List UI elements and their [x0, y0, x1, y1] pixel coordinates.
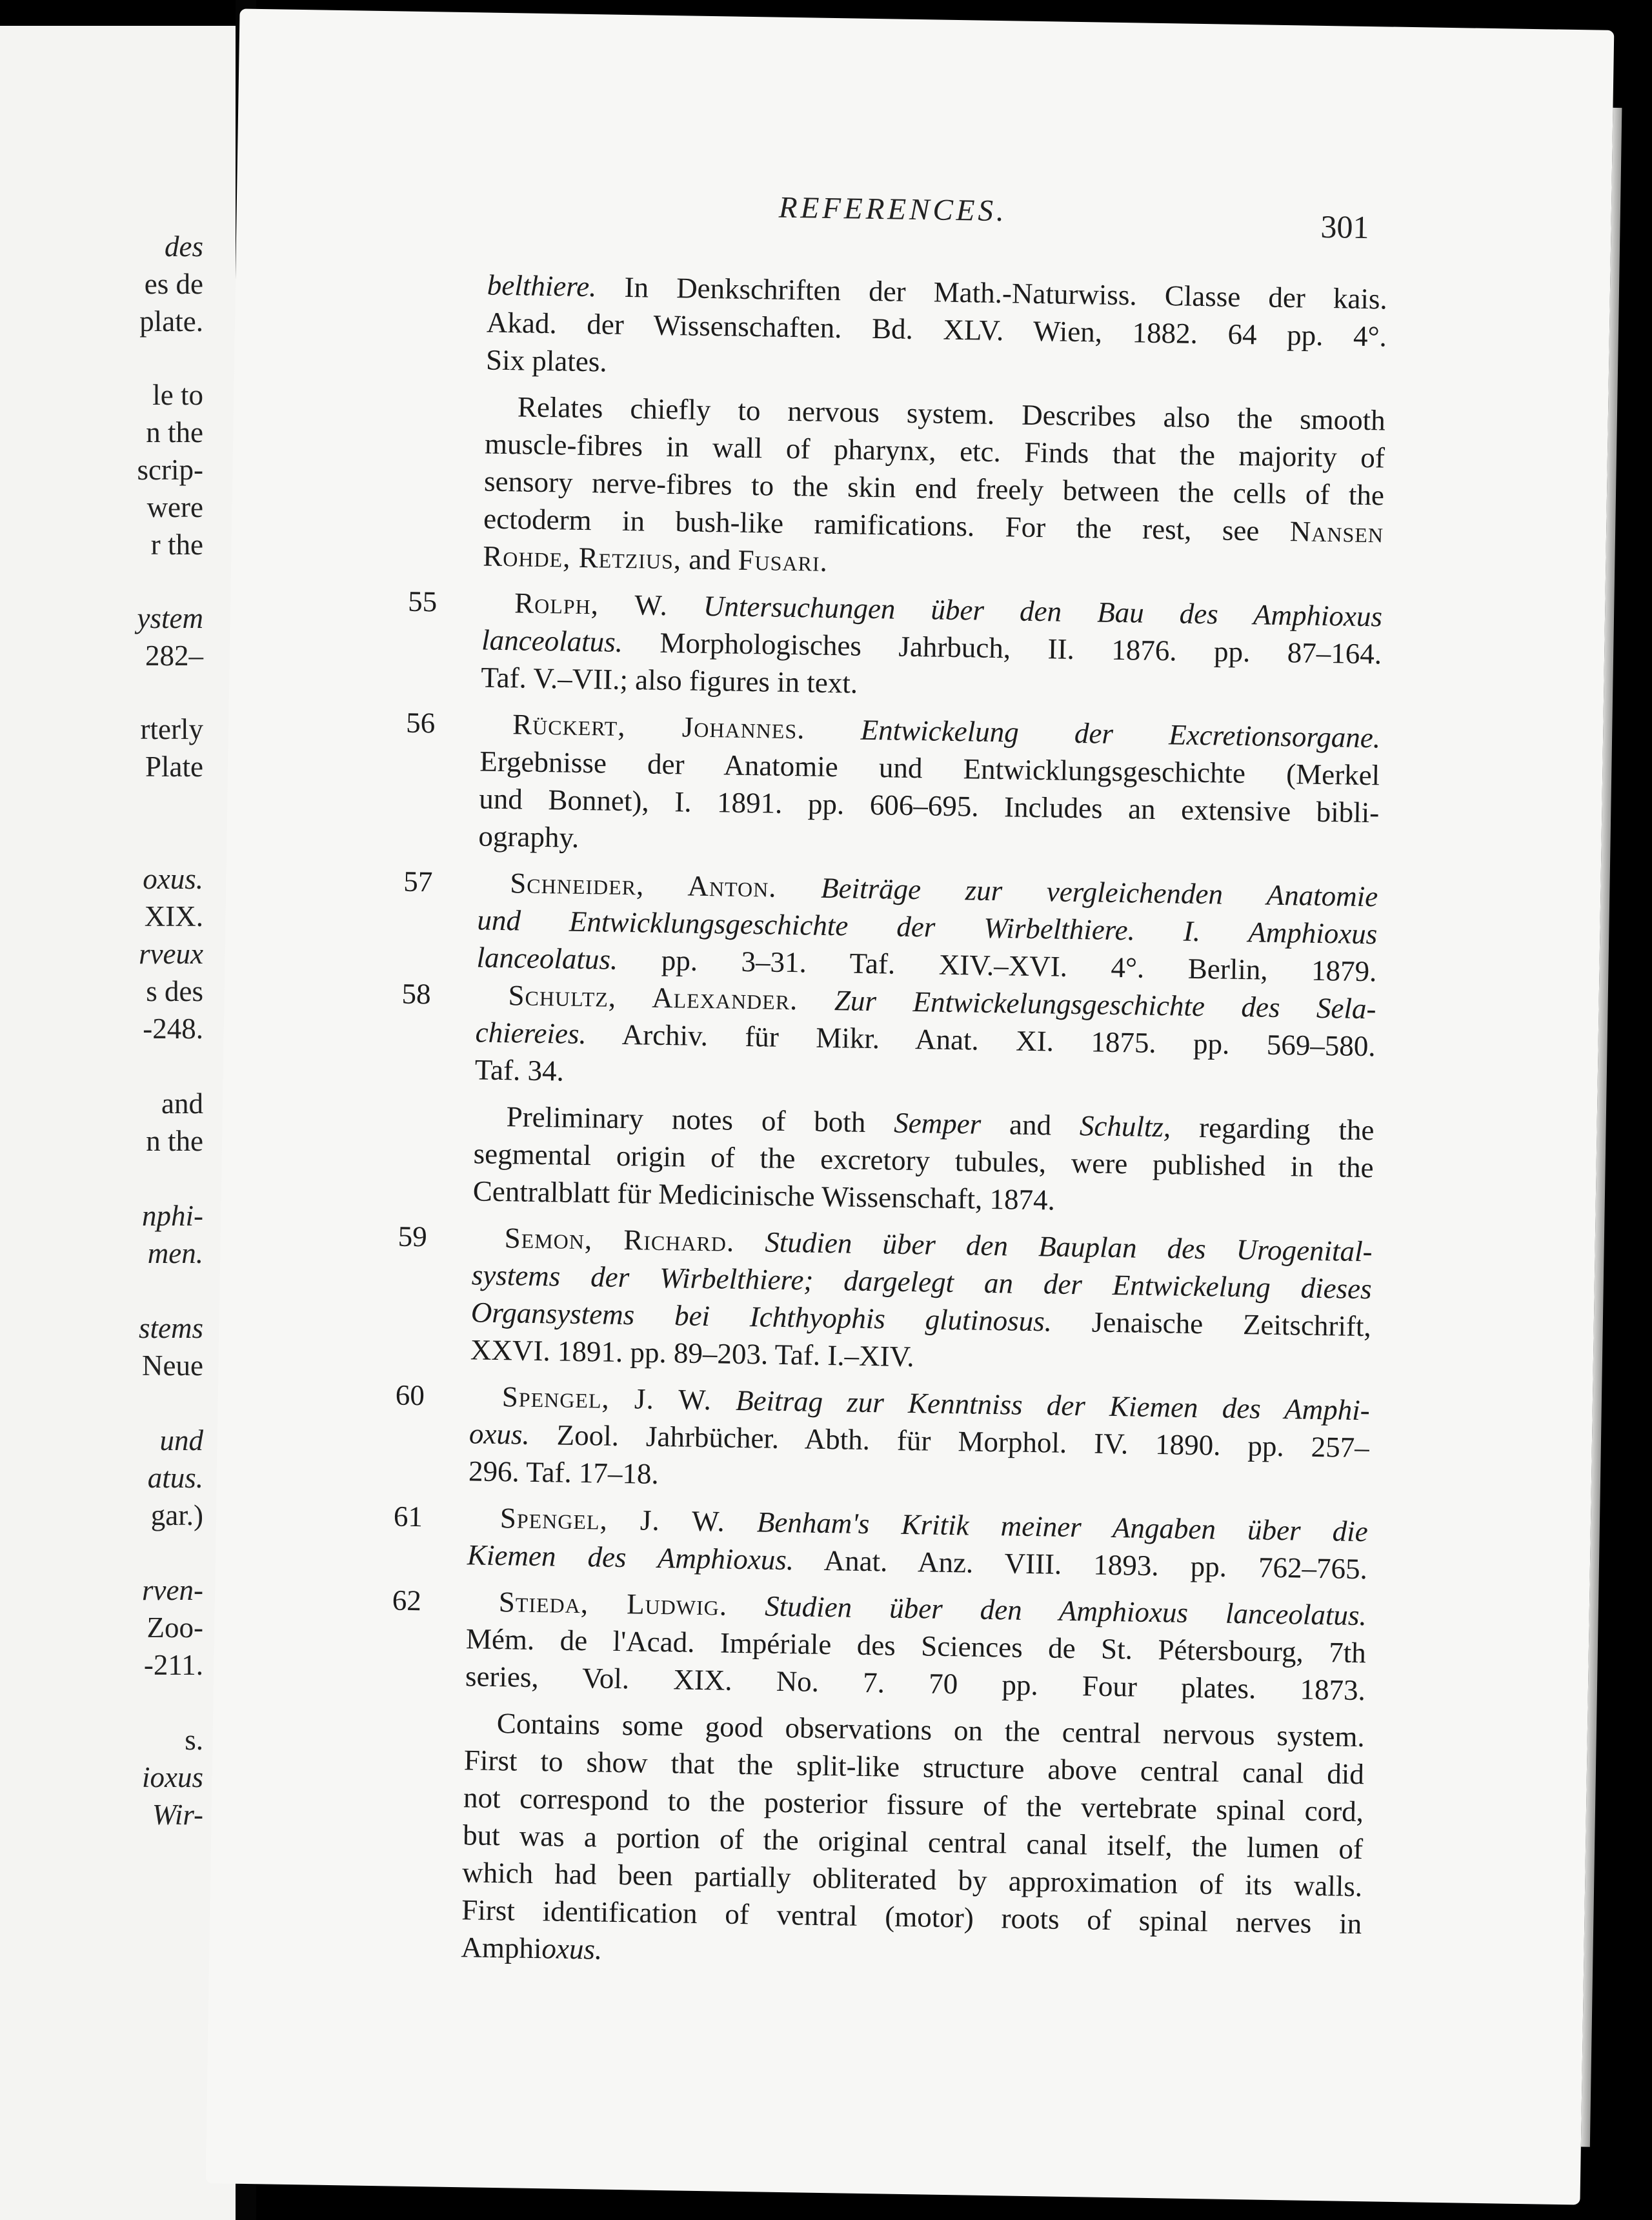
text-line: series, Vol. XIX. No. 7. 70 pp. Four plates. 1873.	[465, 1660, 1366, 1707]
left-page-fragment: and	[161, 1087, 203, 1120]
text-line: segmental origin of the excretory tubules, were published in the	[473, 1137, 1375, 1184]
text-line: ectoderm in bush-like ramifications. For the rest, see Nansen	[483, 502, 1384, 549]
left-page-fragment: men.	[147, 1237, 203, 1269]
text-line: oxus. Zool. Jahrbücher. Abth. für Morphol. IV. 1890. pp. 257–	[468, 1417, 1370, 1464]
left-page-fragment: rterly	[140, 713, 203, 745]
left-page-fragment: n the	[146, 416, 203, 449]
text-line: Spengel, J. W. Beitrag zur Kenntniss der Kiemen des Amphi-	[501, 1380, 1371, 1427]
left-page-fragment: scrip-	[137, 454, 203, 486]
left-page-fragment: were	[146, 491, 203, 523]
text-line: Organsystems bei Ichthyophis glutinosus. Jenaische Zeitschrift,	[470, 1296, 1372, 1343]
left-page-fragment: -248.	[143, 1013, 203, 1045]
text-line: systems der Wirbelthiere; dargelegt an der Entwickelung dieses	[471, 1258, 1373, 1306]
text-line: Schultz, Alexander. Zur Entwickelungsgeschichte des Sela-	[508, 979, 1376, 1025]
left-page-fragment: le to	[152, 379, 203, 411]
left-page-fragment: nphi-	[142, 1200, 203, 1232]
text-line: Mém. de l'Acad. Impériale des Sciences de St. Pétersbourg, 7th	[465, 1622, 1367, 1670]
text-line: Spengel, J. W. Benham's Kritik meiner Angaben über die	[499, 1502, 1369, 1548]
entry-number: 60	[395, 1378, 425, 1412]
text-line: Preliminary notes of both Semper and Schultz, regarding the	[506, 1100, 1375, 1147]
left-page-fragment: s des	[146, 975, 203, 1007]
text-line: belthiere. In Denkschriften der Math.-Naturwiss. Classe der kais.	[487, 268, 1388, 316]
page-edge	[1581, 108, 1622, 2147]
text-line: Akad. der Wissenschaften. Bd. XLV. Wien, 1882. 64 pp. 4°.	[486, 306, 1387, 353]
text-line: Amphioxus.	[461, 1931, 603, 1966]
entry-number: 59	[398, 1220, 428, 1253]
text-line: Six plates.	[485, 343, 607, 378]
left-page-fragment: XIX.	[144, 900, 203, 933]
text-line: Semon, Richard. Studien über den Bauplan des Urogenital-	[504, 1222, 1373, 1268]
left-page-fragment: Neue	[142, 1349, 203, 1382]
text-line: which had been partially obliterated by approximation of its walls.	[461, 1856, 1363, 1903]
text-line: but was a portion of the original central canal itself, the lumen of	[462, 1819, 1364, 1866]
left-page-fragment: plate.	[139, 305, 203, 338]
left-page-fragment: -211.	[143, 1649, 203, 1681]
left-facing-page	[0, 26, 236, 2220]
text-line: not correspond to the posterior fissure of the vertebrate spinal cord,	[463, 1781, 1364, 1828]
left-page-fragment: rven-	[142, 1574, 203, 1606]
text-line: Centralblatt für Medicinische Wissenschaft, 1874.	[472, 1175, 1056, 1216]
text-line: XXVI. 1891. pp. 89–203. Taf. I.–XIV.	[470, 1333, 914, 1373]
left-page-fragment: des	[165, 230, 203, 263]
text-line: Rückert, Johannes. Entwickelung der Excretionsorgane.	[512, 708, 1381, 754]
left-page-fragment: atus.	[147, 1462, 203, 1494]
text-line: muscle-fibres in wall of pharynx, etc. Finds that the majority of	[484, 427, 1385, 474]
text-line: Schneider, Anton. Beiträge zur vergleichenden Anatomie	[509, 867, 1378, 913]
entry-number: 56	[405, 706, 436, 740]
entry-number: 58	[401, 977, 432, 1011]
text-line: lanceolatus. pp. 3–31. Taf. XIV.–XVI. 4°. Berlin, 1879.	[476, 941, 1377, 988]
left-page-fragment: Wir-	[152, 1799, 203, 1831]
text-line: Rolph, W. Untersuchungen über den Bau des Amphioxus	[514, 587, 1383, 633]
left-page-fragment: 282–	[145, 640, 203, 672]
text-line: chiereies. Archiv. für Mikr. Anat. XI. 1875. pp. 569–580.	[475, 1016, 1376, 1063]
entry-number: 61	[393, 1500, 423, 1533]
left-page-fragment: n the	[146, 1125, 203, 1157]
text-line: und Bonnet), I. 1891. pp. 606–695. Includes an extensive bibli-	[479, 782, 1380, 829]
text-line: Taf. V.–VII.; also figures in text.	[480, 661, 858, 700]
text-line: Taf. 34.	[474, 1053, 565, 1087]
text-line: 296. Taf. 17–18.	[468, 1455, 660, 1490]
text-line: ography.	[478, 820, 579, 854]
left-page-fragment: und	[159, 1424, 203, 1457]
text-line: Relates chiefly to nervous system. Describes also the smooth	[517, 390, 1386, 437]
left-page-fragment: Zoo-	[146, 1611, 203, 1644]
entry-number: 55	[407, 585, 438, 618]
running-head: REFERENCES.	[778, 190, 1008, 228]
left-page-fragment: ioxus	[142, 1761, 203, 1793]
text-line: First to show that the split-like structure above central canal did	[463, 1744, 1365, 1791]
left-page-fragment: rveux	[139, 938, 203, 970]
text-line: Stieda, Ludwig. Studien über den Amphioxus lanceolatus.	[498, 1586, 1367, 1632]
right-page	[206, 8, 1615, 2205]
text-line: Ergebnisse der Anatomie und Entwicklungsgeschichte (Merkel	[479, 745, 1380, 792]
left-page-fragment: r the	[150, 529, 203, 561]
left-page-fragment: stems	[139, 1312, 203, 1344]
left-page-fragment: es de	[144, 268, 203, 300]
entry-number: 57	[403, 865, 433, 898]
left-page-fragment: oxus.	[143, 863, 203, 895]
text-line: lanceolatus. Morphologisches Jahrbuch, II. 1876. pp. 87–164.	[481, 623, 1382, 671]
left-page-fragment: s.	[185, 1724, 203, 1756]
entry-number: 62	[392, 1584, 422, 1617]
text-line: Kiemen des Amphioxus. Anat. Anz. VIII. 1893. pp. 762–765.	[467, 1539, 1368, 1586]
page-number: 301	[1320, 208, 1369, 246]
text-line: und Entwicklungsgeschichte der Wirbelthiere. I. Amphioxus	[477, 903, 1378, 951]
text-line: Contains some good observations on the central nervous system.	[496, 1707, 1365, 1753]
text-line: Rohde, Retzius, and Fusari.	[482, 540, 829, 578]
text-line: sensory nerve-fibres to the skin end freely between the cells of the	[483, 465, 1385, 512]
text-line: First identification of ventral (motor) roots of spinal nerves in	[461, 1893, 1362, 1941]
left-page-fragment: ystem	[137, 602, 203, 634]
left-page-fragment: Plate	[145, 751, 203, 783]
left-page-fragment: gar.)	[150, 1499, 203, 1531]
